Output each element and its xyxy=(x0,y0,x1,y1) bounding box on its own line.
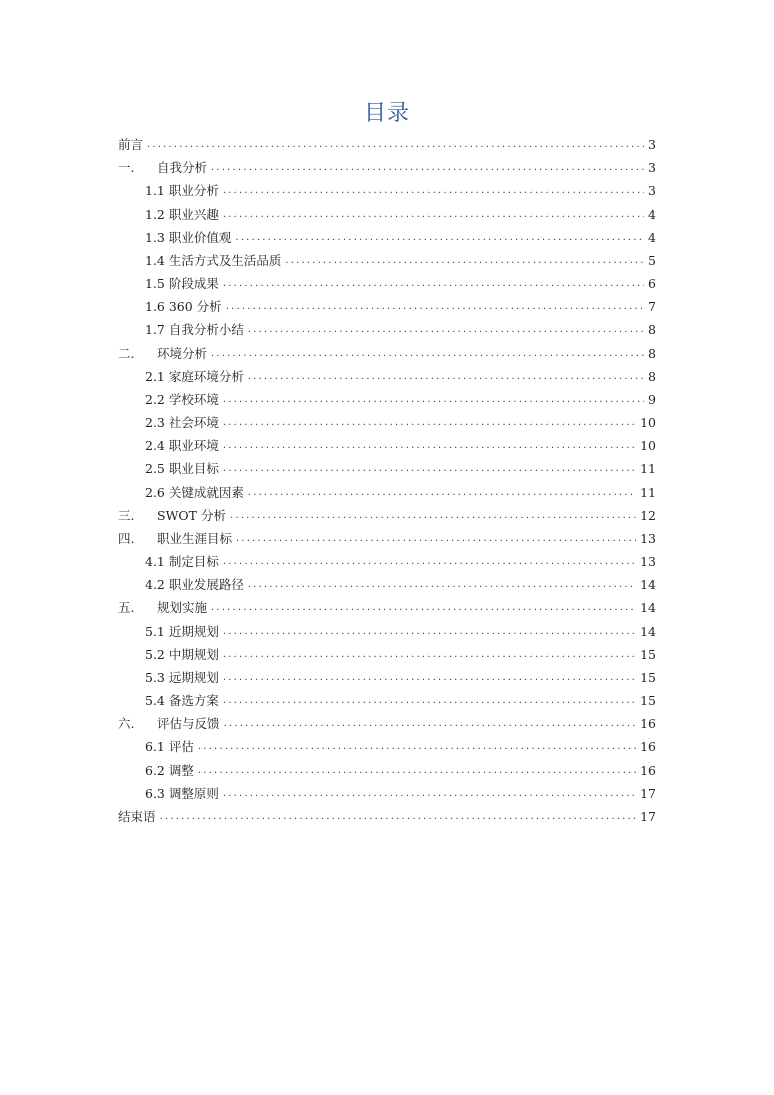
toc-entry-page: 14 xyxy=(640,577,656,593)
toc-entry[interactable] xyxy=(145,181,656,201)
toc-leader-dots xyxy=(223,691,636,711)
toc-entry[interactable] xyxy=(118,529,656,549)
toc-leader-dots xyxy=(226,297,644,317)
toc-entry[interactable] xyxy=(118,506,656,526)
toc-leader-dots xyxy=(211,598,636,618)
toc-entry[interactable] xyxy=(145,228,656,248)
toc-entry-number: 五. xyxy=(118,600,135,616)
toc-entry[interactable] xyxy=(145,320,656,340)
toc-entry-page: 4 xyxy=(648,229,656,245)
toc-entry[interactable] xyxy=(118,807,656,827)
toc-entry-label: 2.5 职业目标 xyxy=(145,461,219,477)
toc-entry[interactable] xyxy=(145,645,656,665)
toc-entry-page: 12 xyxy=(640,507,656,523)
toc-entry[interactable] xyxy=(145,413,656,433)
toc-entry[interactable] xyxy=(118,344,656,364)
toc-entry-label: 1.5 阶段成果 xyxy=(145,276,219,292)
toc-entry-label: 2.4 职业环境 xyxy=(145,438,219,454)
toc-entry-page: 16 xyxy=(640,716,656,732)
toc-entry-page: 9 xyxy=(648,391,656,407)
toc-entry-label: 1.1 职业分析 xyxy=(145,183,219,199)
toc-entry-label: 5.4 备选方案 xyxy=(145,693,219,709)
toc-entry-page: 8 xyxy=(648,322,656,338)
toc-entry[interactable] xyxy=(145,622,656,642)
page-title: 目录 xyxy=(363,101,410,126)
toc-leader-dots xyxy=(230,506,636,526)
toc-leader-dots xyxy=(223,390,644,410)
toc-entry-label: 5.1 近期规划 xyxy=(145,623,219,639)
toc-entry-page: 13 xyxy=(640,554,656,570)
toc-entry-page: 7 xyxy=(648,299,656,315)
toc-leader-dots xyxy=(211,344,644,364)
toc-leader-dots xyxy=(248,367,644,387)
toc-leader-dots xyxy=(160,807,637,827)
toc-entry-number: 六. xyxy=(118,716,135,732)
toc-leader-dots xyxy=(223,413,636,433)
toc-entry-page: 5 xyxy=(648,252,656,268)
toc-entry-label: 2.2 学校环境 xyxy=(145,391,219,407)
toc-entry[interactable] xyxy=(145,784,656,804)
toc-entry-label: SWOT 分析 xyxy=(157,507,226,523)
toc-entry-label: 4.1 制定目标 xyxy=(145,554,219,570)
toc-entry-label: 评估与反馈 xyxy=(157,716,220,732)
toc-entry[interactable] xyxy=(145,575,656,595)
toc-leader-dots xyxy=(248,320,644,340)
toc-entry-label: 2.1 家庭环境分析 xyxy=(145,368,244,384)
toc-entry-label: 6.1 评估 xyxy=(145,739,194,755)
toc-entry-label: 1.2 职业兴趣 xyxy=(145,206,219,222)
toc-entry-number: 二. xyxy=(118,345,135,361)
toc-leader-dots xyxy=(198,761,636,781)
toc-entry-page: 16 xyxy=(640,762,656,778)
toc-entry-label: 5.2 中期规划 xyxy=(145,646,219,662)
toc-leader-dots xyxy=(223,552,636,572)
toc-entry[interactable] xyxy=(145,390,656,410)
toc-entry-label: 环境分析 xyxy=(157,345,208,361)
toc-leader-dots xyxy=(198,737,636,757)
toc-entry-page: 15 xyxy=(640,693,656,709)
toc-entry[interactable] xyxy=(145,251,656,271)
toc-entry-page: 10 xyxy=(640,415,656,431)
toc-entry[interactable] xyxy=(145,668,656,688)
toc-entry[interactable] xyxy=(118,158,656,178)
toc-entry-label: 1.6 360 分析 xyxy=(145,299,222,315)
toc-entry-label: 6.3 调整原则 xyxy=(145,785,219,801)
toc-leader-dots xyxy=(223,784,636,804)
toc-leader-dots xyxy=(223,459,636,479)
toc-leader-dots xyxy=(147,135,644,155)
toc-entry-page: 6 xyxy=(648,276,656,292)
toc-entry-label: 规划实施 xyxy=(157,600,208,616)
toc-leader-dots xyxy=(248,575,636,595)
toc-entry[interactable] xyxy=(145,737,656,757)
toc-entry-page: 10 xyxy=(640,438,656,454)
toc-leader-dots xyxy=(223,205,644,225)
toc-entry-page: 17 xyxy=(640,785,656,801)
toc-entry-page: 16 xyxy=(640,739,656,755)
toc-entry-page: 11 xyxy=(640,461,656,477)
toc-entry-page: 15 xyxy=(640,669,656,685)
toc-leader-dots xyxy=(224,714,637,734)
toc-entry-page: 17 xyxy=(640,808,656,824)
toc-entry[interactable] xyxy=(145,691,656,711)
toc-leader-dots xyxy=(223,668,636,688)
toc-entry-number: 四. xyxy=(118,530,135,546)
toc-entry-label: 4.2 职业发展路径 xyxy=(145,577,244,593)
toc-entry[interactable] xyxy=(145,205,656,225)
toc-entry-label: 6.2 调整 xyxy=(145,762,194,778)
toc-leader-dots xyxy=(223,436,636,456)
toc-leader-dots xyxy=(223,622,636,642)
toc-entry-page: 3 xyxy=(648,160,656,176)
toc-entry-label: 2.3 社会环境 xyxy=(145,415,219,431)
toc-leader-dots xyxy=(236,529,636,549)
toc-entry[interactable] xyxy=(118,714,656,734)
toc-entry-label: 1.7 自我分析小结 xyxy=(145,322,244,338)
toc-entry-label: 5.3 远期规划 xyxy=(145,669,219,685)
toc-entry[interactable] xyxy=(145,552,656,572)
toc-entry-label: 1.4 生活方式及生活品质 xyxy=(145,252,282,268)
toc-entry-label: 自我分析 xyxy=(157,160,208,176)
toc-entry-page: 3 xyxy=(648,137,656,152)
toc-leader-dots xyxy=(223,645,636,665)
toc-entry[interactable] xyxy=(118,135,656,155)
toc-entry[interactable] xyxy=(145,483,656,503)
toc-entry[interactable] xyxy=(145,297,656,317)
toc-entry-page: 14 xyxy=(640,623,656,639)
toc-entry[interactable] xyxy=(145,459,656,479)
toc-entry-page: 15 xyxy=(640,646,656,662)
toc-entry[interactable] xyxy=(145,436,656,456)
toc-entry-label: 前言 xyxy=(118,137,144,152)
toc-leader-dots xyxy=(223,181,644,201)
toc-leader-dots xyxy=(211,158,644,178)
toc-entry-page: 4 xyxy=(648,206,656,222)
toc-entry-page: 8 xyxy=(648,345,656,361)
toc-leader-dots xyxy=(235,228,644,248)
toc-entry-page: 11 xyxy=(640,484,656,500)
toc-entry-page: 8 xyxy=(648,368,656,384)
toc-entry-number: 一. xyxy=(118,160,135,176)
toc-entry-page: 14 xyxy=(640,600,656,616)
toc-entry[interactable] xyxy=(145,274,656,294)
toc-entry-page: 3 xyxy=(648,183,656,199)
toc-leader-dots xyxy=(223,274,644,294)
toc-entry-label: 职业生涯目标 xyxy=(157,530,233,546)
toc-leader-dots xyxy=(285,251,644,271)
toc-entry[interactable] xyxy=(145,761,656,781)
toc-leader-dots xyxy=(248,483,636,503)
toc-entry-label: 2.6 关键成就因素 xyxy=(145,484,244,500)
toc-entry-label: 1.3 职业价值观 xyxy=(145,229,232,245)
toc-entry-page: 13 xyxy=(640,530,656,546)
toc-entry[interactable] xyxy=(118,598,656,618)
toc-entry-number: 三. xyxy=(118,507,135,523)
toc-entry-label: 结束语 xyxy=(118,808,156,824)
toc-entry[interactable] xyxy=(145,367,656,387)
